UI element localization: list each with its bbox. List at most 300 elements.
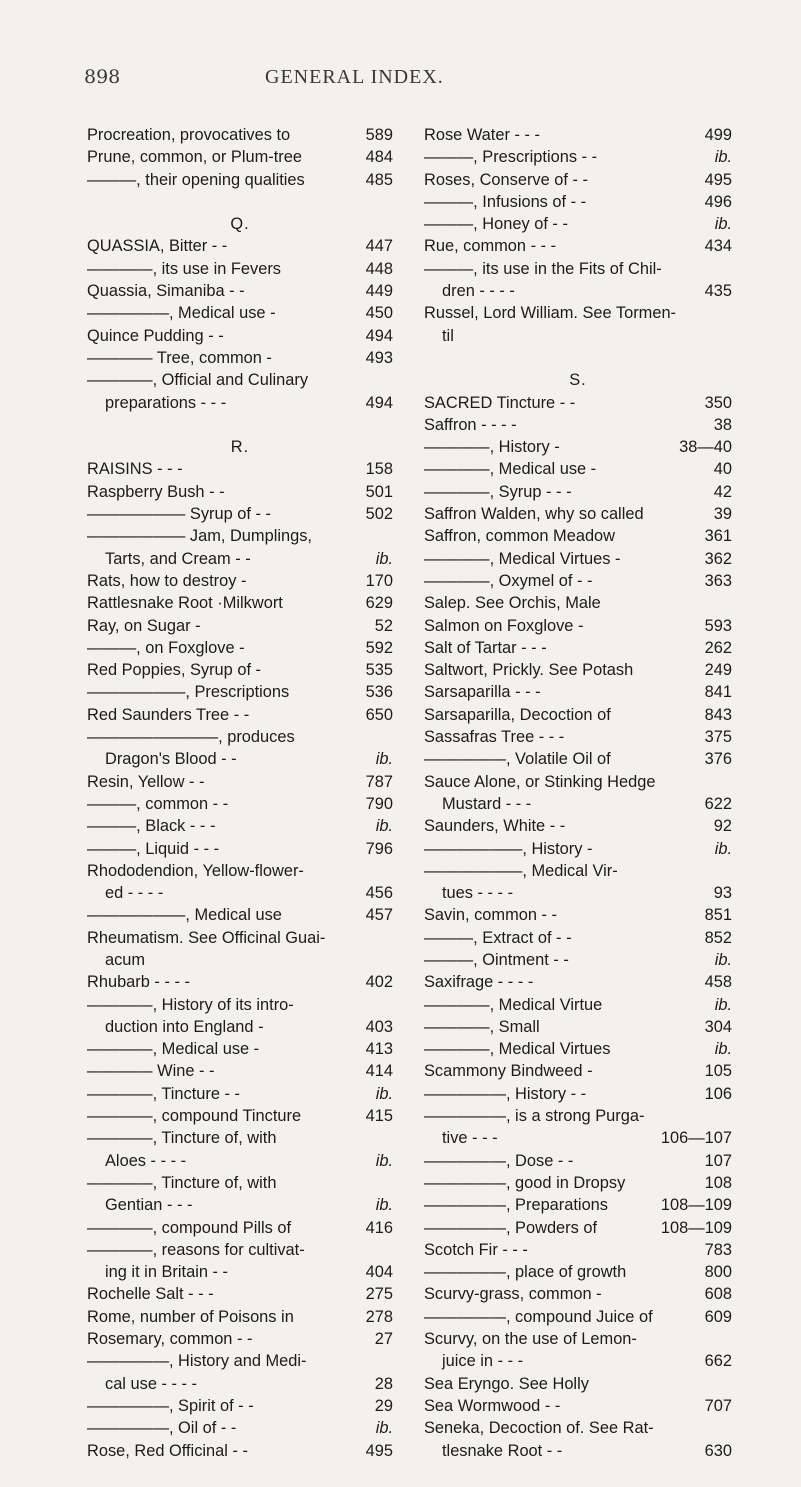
- entry-term: tive - - -: [442, 1129, 498, 1148]
- entry-term: Saunders, White - -: [424, 817, 566, 836]
- index-entry: [87, 615, 393, 637]
- index-entry: [424, 258, 732, 280]
- index-entry: [424, 235, 732, 257]
- index-entry: [87, 548, 393, 570]
- index-entry: [424, 1038, 732, 1060]
- entry-page-reference: 275: [365, 1285, 393, 1304]
- entry-term: ed - - - -: [105, 884, 164, 903]
- entry-term: —————, compound Juice of: [424, 1307, 653, 1326]
- entry-term: Salep. See Orchis, Male: [424, 594, 601, 613]
- index-entry: [424, 169, 732, 191]
- index-entry: [424, 904, 732, 926]
- entry-page-reference: 592: [365, 638, 393, 657]
- entry-term: Russel, Lord William. See Tormen-: [424, 304, 677, 323]
- entry-page-reference: 450: [365, 304, 393, 323]
- index-entry: [87, 325, 393, 347]
- index-entry: [424, 525, 732, 547]
- entry-term: ————, Official and Culinary: [87, 371, 309, 390]
- entry-page-reference: 38—40: [679, 438, 732, 457]
- entry-page-reference: 502: [365, 505, 393, 524]
- entry-term: ———, Honey of - -: [424, 215, 568, 234]
- entry-page-reference: 495: [365, 1441, 393, 1460]
- entry-page-reference: 593: [704, 616, 732, 635]
- index-entry: [87, 882, 393, 904]
- entry-page-reference: 304: [704, 1017, 732, 1036]
- entry-term: ——————, History -: [424, 839, 593, 858]
- index-entry: [87, 1283, 393, 1305]
- entry-page-reference: ib.: [714, 215, 732, 234]
- index-entry: [87, 793, 393, 815]
- entry-term: ————————, produces: [87, 728, 295, 747]
- index-entry: [424, 1060, 732, 1082]
- entry-term: —————, Dose - -: [424, 1151, 574, 1170]
- entry-term: ing it in Britain - -: [105, 1263, 228, 1282]
- entry-term: Procreation, provocatives to: [87, 126, 291, 144]
- entry-page-reference: ib.: [714, 839, 732, 858]
- entry-term: ————, Medical Virtue: [424, 995, 603, 1014]
- entry-term: Quassia, Simaniba - -: [87, 282, 245, 301]
- entry-page-reference: 414: [365, 1062, 393, 1081]
- entry-term: ————, History of its intro-: [87, 995, 294, 1014]
- index-entry: [424, 124, 732, 146]
- entry-page-reference: 787: [365, 772, 393, 791]
- index-entry: [87, 1194, 393, 1216]
- entry-page-reference: 457: [365, 906, 393, 925]
- index-entry: [87, 258, 393, 280]
- entry-page-reference: 92: [713, 817, 732, 836]
- entry-term: RAISINS - - -: [87, 460, 183, 479]
- index-entry: [87, 1395, 393, 1417]
- entry-term: ———, Black - - -: [87, 817, 216, 836]
- entry-page-reference: 350: [704, 393, 732, 412]
- entry-term: Dragon's Blood - -: [105, 750, 237, 769]
- entry-page-reference: 622: [704, 794, 732, 813]
- entry-page-reference: 108: [704, 1173, 732, 1192]
- entry-term: —————— Jam, Dumplings,: [87, 527, 312, 546]
- index-entry: [424, 1440, 732, 1462]
- entry-page-reference: 404: [365, 1263, 393, 1282]
- entry-page-reference: 608: [704, 1285, 732, 1304]
- entry-term: ——————, Medical Vir-: [424, 861, 618, 880]
- index-entry: [87, 748, 393, 770]
- entry-term: ————, Medical use -: [424, 460, 597, 479]
- index-entry: [424, 1194, 732, 1216]
- index-entry: [87, 592, 393, 614]
- entry-term: Raspberry Bush - -: [87, 482, 225, 501]
- index-entry: [424, 325, 732, 347]
- entry-term: Savin, common - -: [424, 906, 557, 925]
- index-entry: [424, 503, 732, 525]
- entry-term: ————, Medical use -: [87, 1040, 260, 1059]
- entry-term: Rome, number of Poisons in: [87, 1307, 294, 1326]
- entry-term: Roses, Conserve of - -: [424, 170, 588, 189]
- entry-page-reference: 42: [713, 482, 732, 501]
- entry-term: Rheumatism. See Officinal Guai-: [87, 928, 326, 947]
- index-entry: [424, 146, 732, 168]
- index-entry: [424, 838, 732, 860]
- entry-page-reference: 447: [365, 237, 393, 256]
- index-entry: [87, 347, 393, 369]
- index-entry: [424, 971, 732, 993]
- entry-page-reference: 484: [365, 148, 393, 167]
- entry-term: Quince Pudding - -: [87, 326, 224, 345]
- index-entry: [87, 1083, 393, 1105]
- entry-page-reference: ib.: [375, 1084, 393, 1103]
- index-entry: [87, 771, 393, 793]
- index-entry: [87, 169, 393, 191]
- entry-term: —————, Powders of: [424, 1218, 598, 1237]
- index-entry: [87, 235, 393, 257]
- entry-page-reference: 494: [365, 393, 393, 412]
- entry-term: Rattlesnake Root ·Milkwort: [87, 594, 283, 613]
- index-entry: [87, 1172, 393, 1194]
- index-entry: [424, 280, 732, 302]
- entry-term: Saffron Walden, why so called: [424, 505, 644, 524]
- index-entry: [87, 280, 393, 302]
- entry-term: Rhododendion, Yellow-flower-: [87, 861, 304, 880]
- index-entry: [424, 548, 732, 570]
- page-header: [0, 66, 801, 96]
- index-entry: [424, 681, 732, 703]
- entry-term: ———, Infusions of - -: [424, 192, 587, 211]
- blank-line: [87, 191, 393, 213]
- index-entry: [424, 1239, 732, 1261]
- index-entry: [424, 1105, 732, 1127]
- entry-page-reference: 108—109: [660, 1196, 732, 1215]
- index-entry: [424, 1417, 732, 1439]
- entry-term: ————, compound Tincture: [87, 1107, 302, 1126]
- index-entry: [87, 525, 393, 547]
- entry-page-reference: 783: [704, 1240, 732, 1259]
- index-entry: [87, 302, 393, 324]
- entry-term: —————, Preparations: [424, 1196, 608, 1215]
- entry-page-reference: 493: [365, 348, 393, 367]
- entry-page-reference: 449: [365, 282, 393, 301]
- entry-term: Saffron, common Meadow: [424, 527, 616, 546]
- index-entry: [424, 615, 732, 637]
- entry-term: tlesnake Root - -: [442, 1441, 563, 1460]
- entry-term: tues - - - -: [442, 884, 514, 903]
- running-title: GENERAL INDEX.: [265, 66, 444, 88]
- entry-term: ————, Medical Virtues -: [424, 549, 621, 568]
- section-letter-text: R.: [230, 438, 250, 457]
- index-entry: [424, 1306, 732, 1328]
- entry-term: ————, Tincture - -: [87, 1084, 240, 1103]
- index-entry: [424, 927, 732, 949]
- index-entry: [87, 1306, 393, 1328]
- index-entry: [424, 1016, 732, 1038]
- entry-term: —————, Spirit of - -: [87, 1396, 254, 1415]
- section-letter: [87, 213, 393, 235]
- entry-page-reference: 363: [704, 571, 732, 590]
- entry-term: —————, History and Medi-: [87, 1352, 307, 1371]
- entry-term: Ray, on Sugar -: [87, 616, 201, 635]
- entry-term: Rochelle Salt - - -: [87, 1285, 214, 1304]
- entry-term: Red Poppies, Syrup of -: [87, 661, 262, 680]
- entry-term: QUASSIA, Bitter - -: [87, 237, 228, 256]
- entry-page-reference: 106: [704, 1084, 732, 1103]
- index-entry: [87, 1016, 393, 1038]
- entry-page-reference: 249: [704, 661, 732, 680]
- entry-term: ————, its use in Fevers: [87, 259, 281, 278]
- index-entry: [424, 1395, 732, 1417]
- entry-term: Scotch Fir - - -: [424, 1240, 528, 1259]
- index-entry: [424, 771, 732, 793]
- entry-term: ————, Small: [424, 1017, 540, 1036]
- entry-page-reference: 790: [365, 794, 393, 813]
- entry-page-reference: ib.: [375, 817, 393, 836]
- entry-page-reference: 434: [704, 237, 732, 256]
- index-entry: [424, 191, 732, 213]
- entry-term: dren - - - -: [442, 282, 515, 301]
- index-entry: [87, 994, 393, 1016]
- entry-term: ————, Tincture of, with: [87, 1129, 277, 1148]
- entry-term: Mustard - - -: [442, 794, 532, 813]
- entry-page-reference: 105: [704, 1062, 732, 1081]
- index-entry: [87, 838, 393, 860]
- entry-page-reference: 851: [704, 906, 732, 925]
- entry-term: ————, Oxymel of - -: [424, 571, 593, 590]
- entry-page-reference: 106—107: [660, 1129, 732, 1148]
- entry-term: ———, Ointment - -: [424, 950, 569, 969]
- entry-page-reference: 416: [365, 1218, 393, 1237]
- index-column-right: [424, 124, 732, 1462]
- entry-term: ———, on Foxglove -: [87, 638, 245, 657]
- entry-term: Saltwort, Prickly. See Potash: [424, 661, 634, 680]
- index-entry: [87, 637, 393, 659]
- index-entry: [424, 1328, 732, 1350]
- entry-page-reference: 435: [704, 282, 732, 301]
- index-entry: [424, 704, 732, 726]
- index-entry: [424, 1217, 732, 1239]
- entry-term: Sassafras Tree - - -: [424, 728, 565, 747]
- index-entry: [424, 726, 732, 748]
- entry-page-reference: 375: [704, 728, 732, 747]
- section-letter-text: Q.: [230, 215, 250, 234]
- index-entry: [87, 860, 393, 882]
- blank-line: [87, 414, 393, 436]
- entry-term: ———, common - -: [87, 794, 229, 813]
- entry-page-reference: 52: [374, 616, 393, 635]
- index-entry: [424, 392, 732, 414]
- entry-page-reference: 496: [704, 192, 732, 211]
- entry-page-reference: 800: [704, 1263, 732, 1282]
- index-entry: [424, 592, 732, 614]
- index-entry: [424, 949, 732, 971]
- entry-term: —————, History - -: [424, 1084, 587, 1103]
- section-letter: [87, 436, 393, 458]
- entry-page-reference: ib.: [375, 1419, 393, 1438]
- entry-term: cal use - - - -: [105, 1374, 197, 1393]
- index-entry: [87, 904, 393, 926]
- entry-term: acum: [105, 950, 146, 969]
- entry-page-reference: ib.: [714, 148, 732, 167]
- entry-page-reference: 843: [704, 705, 732, 724]
- index-entry: [87, 659, 393, 681]
- index-entry: [87, 1217, 393, 1239]
- index-entry: [424, 1350, 732, 1372]
- entry-term: Gentian - - -: [105, 1196, 193, 1215]
- index-entry: [424, 793, 732, 815]
- index-entry: [87, 481, 393, 503]
- entry-page-reference: 707: [704, 1396, 732, 1415]
- section-letter: [424, 369, 732, 391]
- index-entry: [424, 860, 732, 882]
- entry-term: Resin, Yellow - -: [87, 772, 205, 791]
- entry-term: preparations - - -: [105, 393, 227, 412]
- entry-page-reference: 609: [704, 1307, 732, 1326]
- entry-page-reference: 278: [365, 1307, 393, 1326]
- entry-page-reference: 589: [365, 126, 393, 144]
- entry-term: —————, Oil of - -: [87, 1419, 237, 1438]
- entry-page-reference: 535: [365, 661, 393, 680]
- index-entry: [87, 1105, 393, 1127]
- entry-term: Seneka, Decoction of. See Rat-: [424, 1419, 654, 1438]
- entry-term: Aloes - - - -: [105, 1151, 187, 1170]
- index-entry: [87, 927, 393, 949]
- entry-term: SACRED Tincture - -: [424, 393, 576, 412]
- index-entry: [87, 681, 393, 703]
- entry-page-reference: 796: [365, 839, 393, 858]
- entry-term: juice in - - -: [442, 1352, 524, 1371]
- index-entry: [424, 481, 732, 503]
- entry-page-reference: 448: [365, 259, 393, 278]
- entry-term: Rhubarb - - - -: [87, 973, 190, 992]
- index-entry: [424, 1373, 732, 1395]
- index-entry: [424, 637, 732, 659]
- index-entry: [424, 1127, 732, 1149]
- entry-page-reference: 499: [704, 126, 732, 144]
- entry-page-reference: 629: [365, 594, 393, 613]
- entry-term: ———— Tree, common -: [87, 348, 272, 367]
- entry-page-reference: ib.: [375, 1151, 393, 1170]
- index-entry: [424, 213, 732, 235]
- index-entry: [87, 146, 393, 168]
- index-entry: [87, 1060, 393, 1082]
- entry-term: Rue, common - - -: [424, 237, 557, 256]
- index-entry: [424, 436, 732, 458]
- entry-term: ———, its use in the Fits of Chil-: [424, 259, 662, 278]
- entry-term: Scurvy-grass, common -: [424, 1285, 602, 1304]
- entry-page-reference: 501: [365, 482, 393, 501]
- index-entry: [87, 1350, 393, 1372]
- entry-term: Rosemary, common - -: [87, 1330, 253, 1349]
- entry-term: Saxifrage - - - -: [424, 973, 534, 992]
- page-number: 898: [84, 66, 121, 88]
- index-entry: [424, 882, 732, 904]
- entry-term: Rats, how to destroy -: [87, 571, 247, 590]
- entry-term: Scurvy, on the use of Lemon-: [424, 1330, 637, 1349]
- index-entry: [87, 1239, 393, 1261]
- entry-term: Salt of Tartar - - -: [424, 638, 547, 657]
- entry-page-reference: ib.: [375, 750, 393, 769]
- index-entry: [424, 570, 732, 592]
- entry-term: ———, Liquid - - -: [87, 839, 220, 858]
- entry-page-reference: 662: [704, 1352, 732, 1371]
- entry-term: ———— Wine - -: [87, 1062, 215, 1081]
- entry-page-reference: 108—109: [660, 1218, 732, 1237]
- index-entry: [87, 392, 393, 414]
- index-entry: [424, 1083, 732, 1105]
- entry-term: Sea Eryngo. See Holly: [424, 1374, 589, 1393]
- index-entry: [87, 949, 393, 971]
- entry-page-reference: 376: [704, 750, 732, 769]
- entry-page-reference: 29: [374, 1396, 393, 1415]
- index-entry: [87, 503, 393, 525]
- index-entry: [87, 1373, 393, 1395]
- index-entry: [424, 1261, 732, 1283]
- entry-term: —————, Volatile Oil of: [424, 750, 611, 769]
- index-entry: [424, 414, 732, 436]
- entry-term: ———, Extract of - -: [424, 928, 572, 947]
- entry-page-reference: 403: [365, 1017, 393, 1036]
- entry-term: ————, compound Pills of: [87, 1218, 292, 1237]
- entry-term: ——————, Medical use: [87, 906, 282, 925]
- index-entry: [424, 815, 732, 837]
- index-entry: [87, 369, 393, 391]
- index-entry: [87, 1261, 393, 1283]
- entry-term: ———, their opening qualities: [87, 170, 305, 189]
- entry-page-reference: ib.: [375, 1196, 393, 1215]
- index-entry: [424, 748, 732, 770]
- entry-term: —————, is a strong Purga-: [424, 1107, 645, 1126]
- entry-page-reference: 415: [365, 1107, 393, 1126]
- entry-page-reference: ib.: [714, 1040, 732, 1059]
- index-entry: [87, 704, 393, 726]
- index-entry: [424, 302, 732, 324]
- index-entry: [87, 815, 393, 837]
- entry-term: ——————, Prescriptions: [87, 683, 290, 702]
- index-entry: [87, 971, 393, 993]
- entry-page-reference: 28: [374, 1374, 393, 1393]
- entry-page-reference: 458: [704, 973, 732, 992]
- entry-term: Sarsaparilla, Decoction of: [424, 705, 611, 724]
- entry-page-reference: 361: [704, 527, 732, 546]
- entry-page-reference: 262: [704, 638, 732, 657]
- index-entry: [87, 1038, 393, 1060]
- entry-page-reference: 485: [365, 170, 393, 189]
- entry-term: —————— Syrup of - -: [87, 505, 271, 524]
- entry-page-reference: 494: [365, 326, 393, 345]
- entry-term: —————, good in Dropsy: [424, 1173, 626, 1192]
- entry-page-reference: 841: [704, 683, 732, 702]
- entry-term: Sauce Alone, or Stinking Hedge: [424, 772, 656, 791]
- entry-term: ————, Tincture of, with: [87, 1173, 277, 1192]
- entry-term: Sea Wormwood - -: [424, 1396, 561, 1415]
- index-entry: [87, 124, 393, 146]
- entry-page-reference: 852: [704, 928, 732, 947]
- index-entry: [87, 1417, 393, 1439]
- entry-page-reference: 39: [713, 505, 732, 524]
- blank-line: [424, 347, 732, 369]
- entry-page-reference: 536: [365, 683, 393, 702]
- entry-term: duction into England -: [105, 1017, 264, 1036]
- entry-term: ————, History -: [424, 438, 560, 457]
- index-entry: [87, 1127, 393, 1149]
- entry-page-reference: 158: [365, 460, 393, 479]
- entry-term: Red Saunders Tree - -: [87, 705, 250, 724]
- index-entry: [87, 1328, 393, 1350]
- index-column-left: [87, 124, 393, 1462]
- entry-page-reference: 456: [365, 884, 393, 903]
- entry-term: Tarts, and Cream - -: [105, 549, 251, 568]
- entry-term: ————, reasons for cultivat-: [87, 1240, 305, 1259]
- entry-page-reference: ib.: [714, 950, 732, 969]
- entry-page-reference: 630: [704, 1441, 732, 1460]
- entry-page-reference: 650: [365, 705, 393, 724]
- index-entry: [87, 726, 393, 748]
- entry-page-reference: ib.: [375, 549, 393, 568]
